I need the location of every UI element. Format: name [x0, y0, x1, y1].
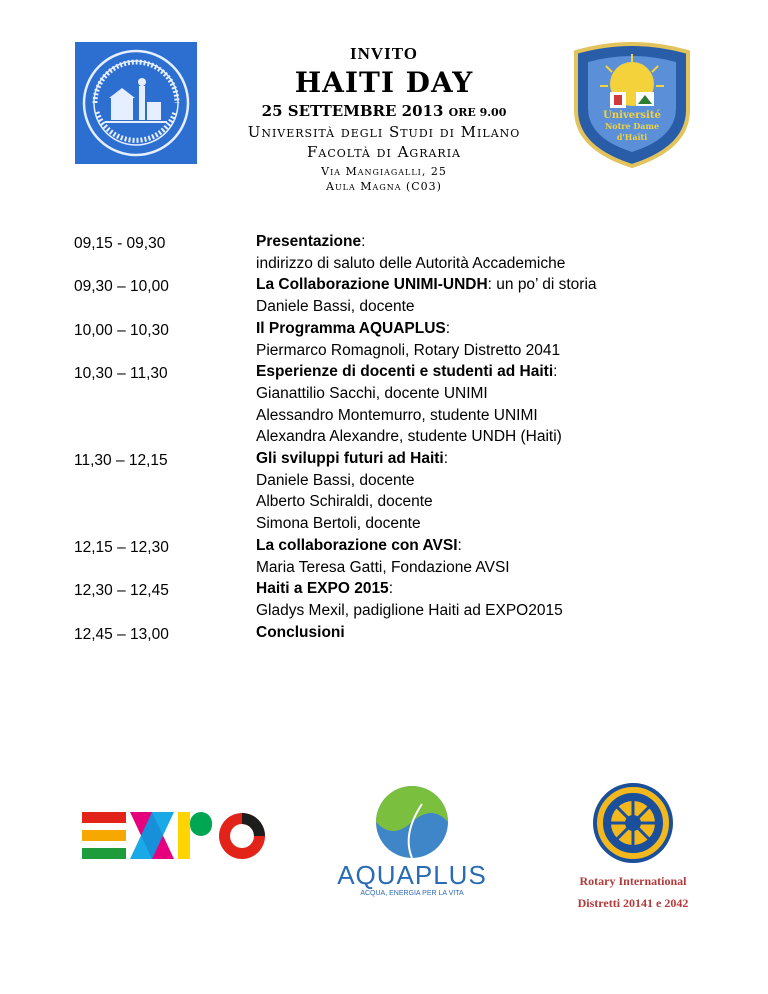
faculty-name: Facoltà di Agraria: [307, 143, 461, 161]
schedule-details: [256, 361, 714, 448]
schedule-heading-line: [256, 535, 714, 557]
session-speaker: Alexandra Alexandre, studente UNDH (Haiti): [256, 428, 562, 446]
aquaplus-tagline: ACQUA, ENERGIA PER LA VITA: [360, 890, 464, 897]
session-title: Haiti a EXPO 2015: [256, 580, 389, 598]
rotary-districts: Distretti 20141 e 2042: [577, 896, 689, 910]
schedule-time: 11,30 – 12,15: [74, 452, 168, 470]
schedule-time: 12,45 – 13,00: [74, 625, 169, 643]
schedule-row: [74, 318, 714, 361]
session-title-suffix: :: [457, 536, 462, 554]
schedule-heading-line: [256, 622, 714, 644]
session-speaker: Alessandro Montemurro, studente UNIMI: [256, 406, 538, 424]
schedule-row: [74, 274, 714, 317]
schedule-details: [256, 318, 714, 361]
session-speaker: Gianattilio Sacchi, docente UNIMI: [256, 384, 488, 402]
invito-label: INVITO: [349, 44, 419, 63]
session-title: Il Programma AQUAPLUS: [256, 319, 446, 337]
address-room: Aula Magna (C03): [326, 180, 442, 193]
event-date-text: 25 SETTEMBRE 2013: [261, 102, 444, 120]
session-title-suffix: :: [361, 233, 366, 250]
session-speaker: Simona Bertoli, docente: [256, 515, 421, 533]
schedule-heading-line: [256, 231, 714, 253]
schedule-row: [74, 578, 714, 621]
session-speaker: Maria Teresa Gatti, Fondazione AVSI: [256, 558, 510, 576]
undh-shield-logo: [566, 40, 698, 170]
schedule-row: [74, 231, 714, 274]
schedule-time: 09,30 – 10,00: [74, 278, 169, 296]
program-schedule: [74, 231, 714, 645]
schedule-row: [74, 361, 714, 448]
schedule-details: [256, 578, 714, 621]
schedule-details: [256, 622, 714, 646]
schedule-details: [256, 231, 714, 274]
session-title: Gli sviluppi futuri ad Haiti: [256, 450, 444, 468]
university-name: Università degli Studi di Milano: [247, 123, 521, 141]
event-date: [200, 102, 568, 120]
event-title: HAITI DAY: [294, 66, 474, 99]
schedule-row: [74, 622, 714, 646]
schedule-heading-line: [256, 448, 714, 470]
expo-logo: [82, 812, 268, 860]
session-title: Esperienze di docenti e studenti ad Haiti: [256, 363, 554, 381]
session-title-suffix: :: [443, 450, 449, 468]
session-speaker: Daniele Bassi, docente: [256, 471, 415, 489]
session-speaker: Piermarco Romagnoli, Rotary Distretto 2041: [256, 341, 561, 359]
schedule-time: 10,00 – 10,30: [74, 321, 169, 339]
schedule-heading-line: [256, 318, 714, 340]
schedule-time: 10,30 – 11,30: [74, 365, 168, 383]
session-speaker: Alberto Schiraldi, docente: [256, 493, 433, 511]
session-title: La collaborazione con AVSI: [256, 536, 458, 554]
invitation-header: [200, 40, 568, 193]
undh-line1: Université: [603, 110, 661, 121]
rotary-wheel-logo: [592, 782, 674, 864]
schedule-heading-line: [256, 361, 714, 383]
unimi-seal-logo: [75, 42, 197, 164]
session-title-suffix: : un po’ di storia: [487, 276, 597, 294]
undh-line2: Notre Dame: [604, 121, 660, 131]
schedule-details: [256, 535, 714, 578]
schedule-heading-line: [256, 274, 714, 296]
session-title: La Collaborazione UNIMI-UNDH: [256, 276, 488, 294]
schedule-details: [256, 448, 714, 535]
schedule-heading-line: [256, 578, 714, 600]
session-title-suffix: :: [388, 580, 393, 598]
session-title-suffix: :: [553, 363, 558, 381]
schedule-details: [256, 274, 714, 317]
session-title-suffix: :: [445, 319, 451, 337]
schedule-time: 09,15 - 09,30: [74, 235, 166, 252]
session-speaker: Gladys Mexil, padiglione Haiti ad EXPO2015: [256, 601, 563, 619]
session-speaker: Daniele Bassi, docente: [256, 298, 415, 316]
schedule-time: 12,30 – 12,45: [74, 582, 169, 600]
session-title: Conclusioni: [256, 623, 345, 641]
session-speaker: indirizzo di saluto delle Autorità Accademiche: [256, 254, 566, 272]
schedule-time: 12,15 – 12,30: [74, 538, 169, 556]
session-title: Presentazione: [256, 233, 362, 250]
aquaplus-name: AQUAPLUS: [337, 860, 487, 890]
aquaplus-logo: [332, 784, 492, 906]
rotary-name: Rotary International: [579, 874, 687, 888]
event-time-text: ORE 9.00: [448, 106, 507, 119]
address-street: Via Mangiagalli, 25: [321, 165, 447, 178]
schedule-row: [74, 448, 714, 535]
schedule-row: [74, 535, 714, 578]
undh-line3: d'Haïti: [616, 132, 648, 142]
